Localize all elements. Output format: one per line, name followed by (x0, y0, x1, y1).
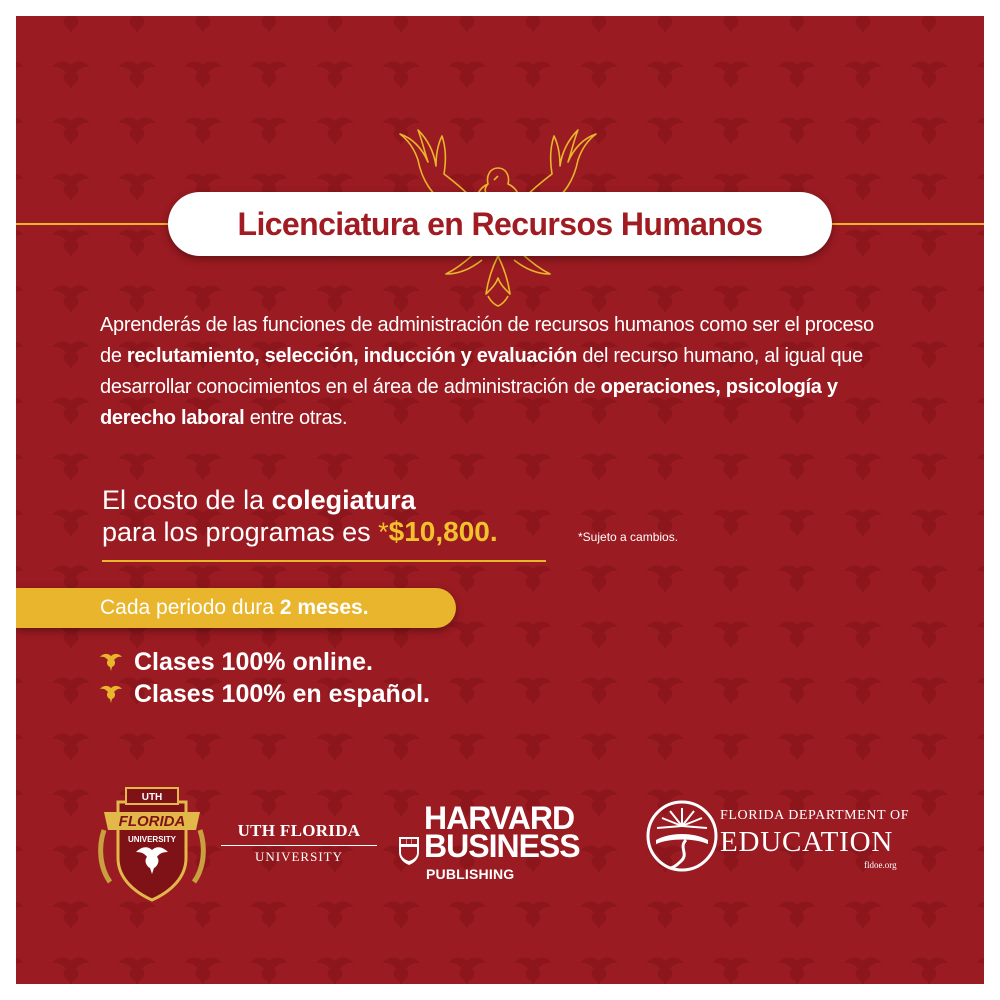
cost-asterisk: * (378, 517, 389, 547)
description-highlight-1: reclutamiento, selección, inducción y evaluación (126, 345, 578, 367)
harvard-shield-icon (398, 836, 420, 866)
crest-top-text: UTH (141, 792, 163, 803)
list-item (100, 646, 430, 678)
florida-department-of-education-logo (642, 796, 922, 906)
title-banner (168, 192, 832, 256)
cost-line-2: para los programas es (102, 517, 379, 547)
cost-highlight: colegiatura (271, 485, 416, 515)
description-highlight-2: operaciones, psicología y derecho laboral (100, 376, 838, 429)
tuition-cost (102, 484, 498, 548)
period-banner (16, 588, 456, 628)
feature-online: Clases 100% online. (134, 647, 374, 676)
list-item (100, 678, 430, 710)
description-text-2: del recurso humano, al igual que desarrollar conocimientos en el área de administración de (100, 345, 863, 398)
eagle-bullet-icon (100, 685, 122, 703)
feature-spanish: Clases 100% en español. (134, 679, 430, 708)
features-list (100, 646, 430, 710)
program-description (100, 310, 900, 434)
hbp-line-1: HARVARD (424, 800, 575, 836)
uth-sub: UNIVERSITY (255, 849, 343, 864)
period-prefix: Cada periodo dura (100, 596, 274, 619)
eagle-bullet-icon (100, 653, 122, 671)
crest-banner-text: FLORIDA (118, 813, 186, 830)
fldoe-line-2: EDUCATION (720, 826, 894, 858)
hbp-line-3: PUBLISHING (426, 866, 515, 882)
promo-card (16, 16, 984, 984)
uth-florida-crest-logo (96, 778, 208, 908)
description-text-3: entre otras. (244, 407, 348, 429)
period-duration: 2 meses. (279, 596, 369, 619)
cost-price: $10,800. (388, 516, 498, 547)
cost-prefix: El costo de la (102, 485, 272, 515)
crest-sub-text: UNIVERSITY (127, 835, 177, 844)
cost-underline (102, 560, 546, 562)
fldoe-line-1: FLORIDA DEPARTMENT OF (720, 808, 910, 823)
uth-florida-wordmark (221, 821, 377, 865)
hbp-line-2: BUSINESS (424, 828, 580, 864)
fldoe-url: fldoe.org (864, 860, 897, 870)
harvard-business-publishing-logo (398, 798, 598, 898)
description-text-1: Aprenderás de las funciones de administración de recursos humanos como ser el proceso de (100, 314, 874, 367)
cost-note: *Sujeto a cambios. (578, 530, 679, 544)
fldoe-seal-icon (642, 796, 722, 876)
uth-name: UTH FLORIDA (221, 821, 377, 846)
page-title: Licenciatura en Recursos Humanos (237, 205, 763, 242)
